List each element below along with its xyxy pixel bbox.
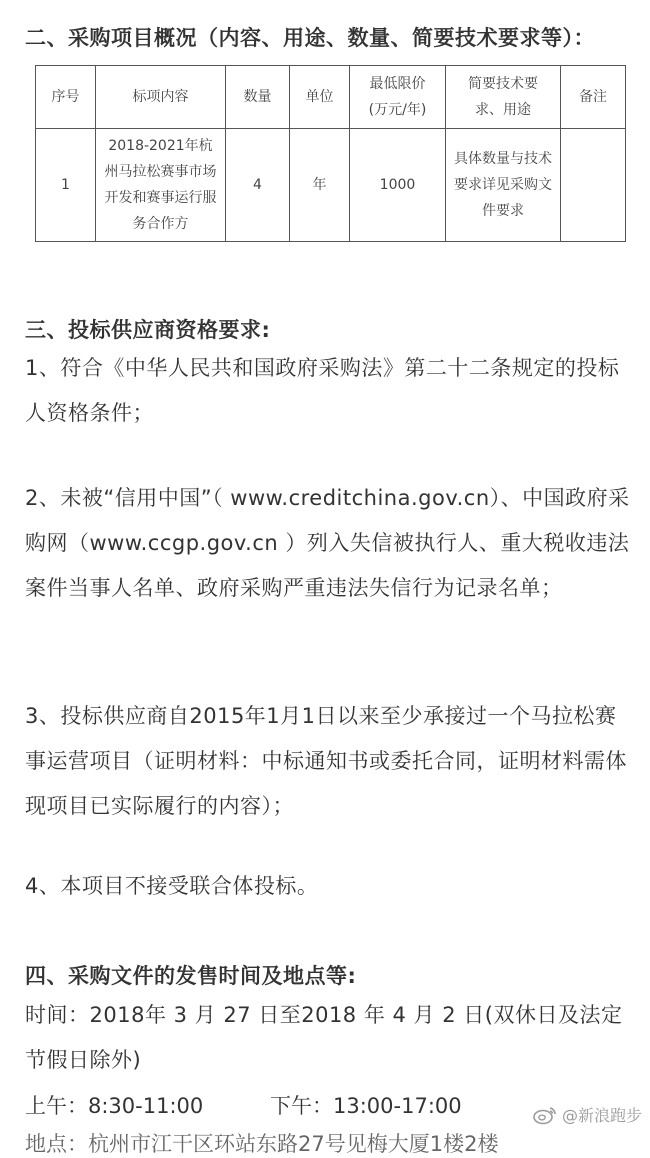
qualification-item-1: 1、符合《中华人民共和国政府采购法》第二十二条规定的投标人资格条件； — [25, 356, 620, 425]
qualification-item-2: 2、未被“信用中国”（ www.creditchina.gov.cn）、中国政府采购网（www.ccgp.gov.cn ）列入失信被执行人、重大税收违法案件当事人名单、政府采购严重违法失信行为记录名单； — [25, 486, 630, 600]
header-note: 备注 — [561, 66, 626, 129]
section-heading-sale-time: 四、采购文件的发售时间及地点等: — [25, 964, 357, 988]
cell-tech: 具体数量与技术要求详见采购文件要求 — [446, 129, 561, 242]
table-row — [36, 129, 626, 242]
weibo-watermark — [532, 1103, 642, 1126]
procurement-table — [35, 65, 626, 242]
cell-qty: 4 — [226, 129, 290, 242]
header-price: 最低限价 (万元/年) — [350, 66, 446, 129]
morning-hours: 上午：8:30-11:00 — [25, 1094, 204, 1118]
cell-item: 2018-2021年杭州马拉松赛事市场开发和赛事运行服务合作方 — [96, 129, 226, 242]
cell-price: 1000 — [350, 129, 446, 242]
section-heading-qualification: 三、投标供应商资格要求: — [25, 318, 271, 342]
header-item: 标项内容 — [96, 66, 226, 129]
cell-seq: 1 — [36, 129, 96, 242]
afternoon-hours: 下午：13:00-17:00 — [270, 1094, 462, 1118]
watermark-text: @新浪跑步 — [561, 1106, 642, 1125]
sale-time-text: 时间：2018年 3 月 27 日至2018 年 4 月 2 日(双休日及法定节假日除外) — [25, 1003, 623, 1072]
table-header-row — [36, 66, 626, 129]
location-text-cutoff: 地点：杭州市江干区环站东路27号见梅大厦1楼2楼 — [25, 1132, 499, 1156]
header-seq: 序号 — [36, 66, 96, 129]
header-tech: 简要技术要 求、用途 — [446, 66, 561, 129]
qualification-item-4: 4、本项目不接受联合体投标。 — [25, 874, 319, 898]
cell-unit: 年 — [290, 129, 350, 242]
header-qty: 数量 — [226, 66, 290, 129]
weibo-icon — [532, 1105, 558, 1125]
qualification-item-3: 3、投标供应商自2015年1月1日以来至少承接过一个马拉松赛事运营项目（证明材料：中标通知书或委托合同，证明材料需体现项目已实际履行的内容）； — [25, 704, 627, 818]
header-unit: 单位 — [290, 66, 350, 129]
section-heading-overview: 二、采购项目概况（内容、用途、数量、简要技术要求等）： — [25, 26, 595, 50]
cell-note — [561, 129, 626, 242]
